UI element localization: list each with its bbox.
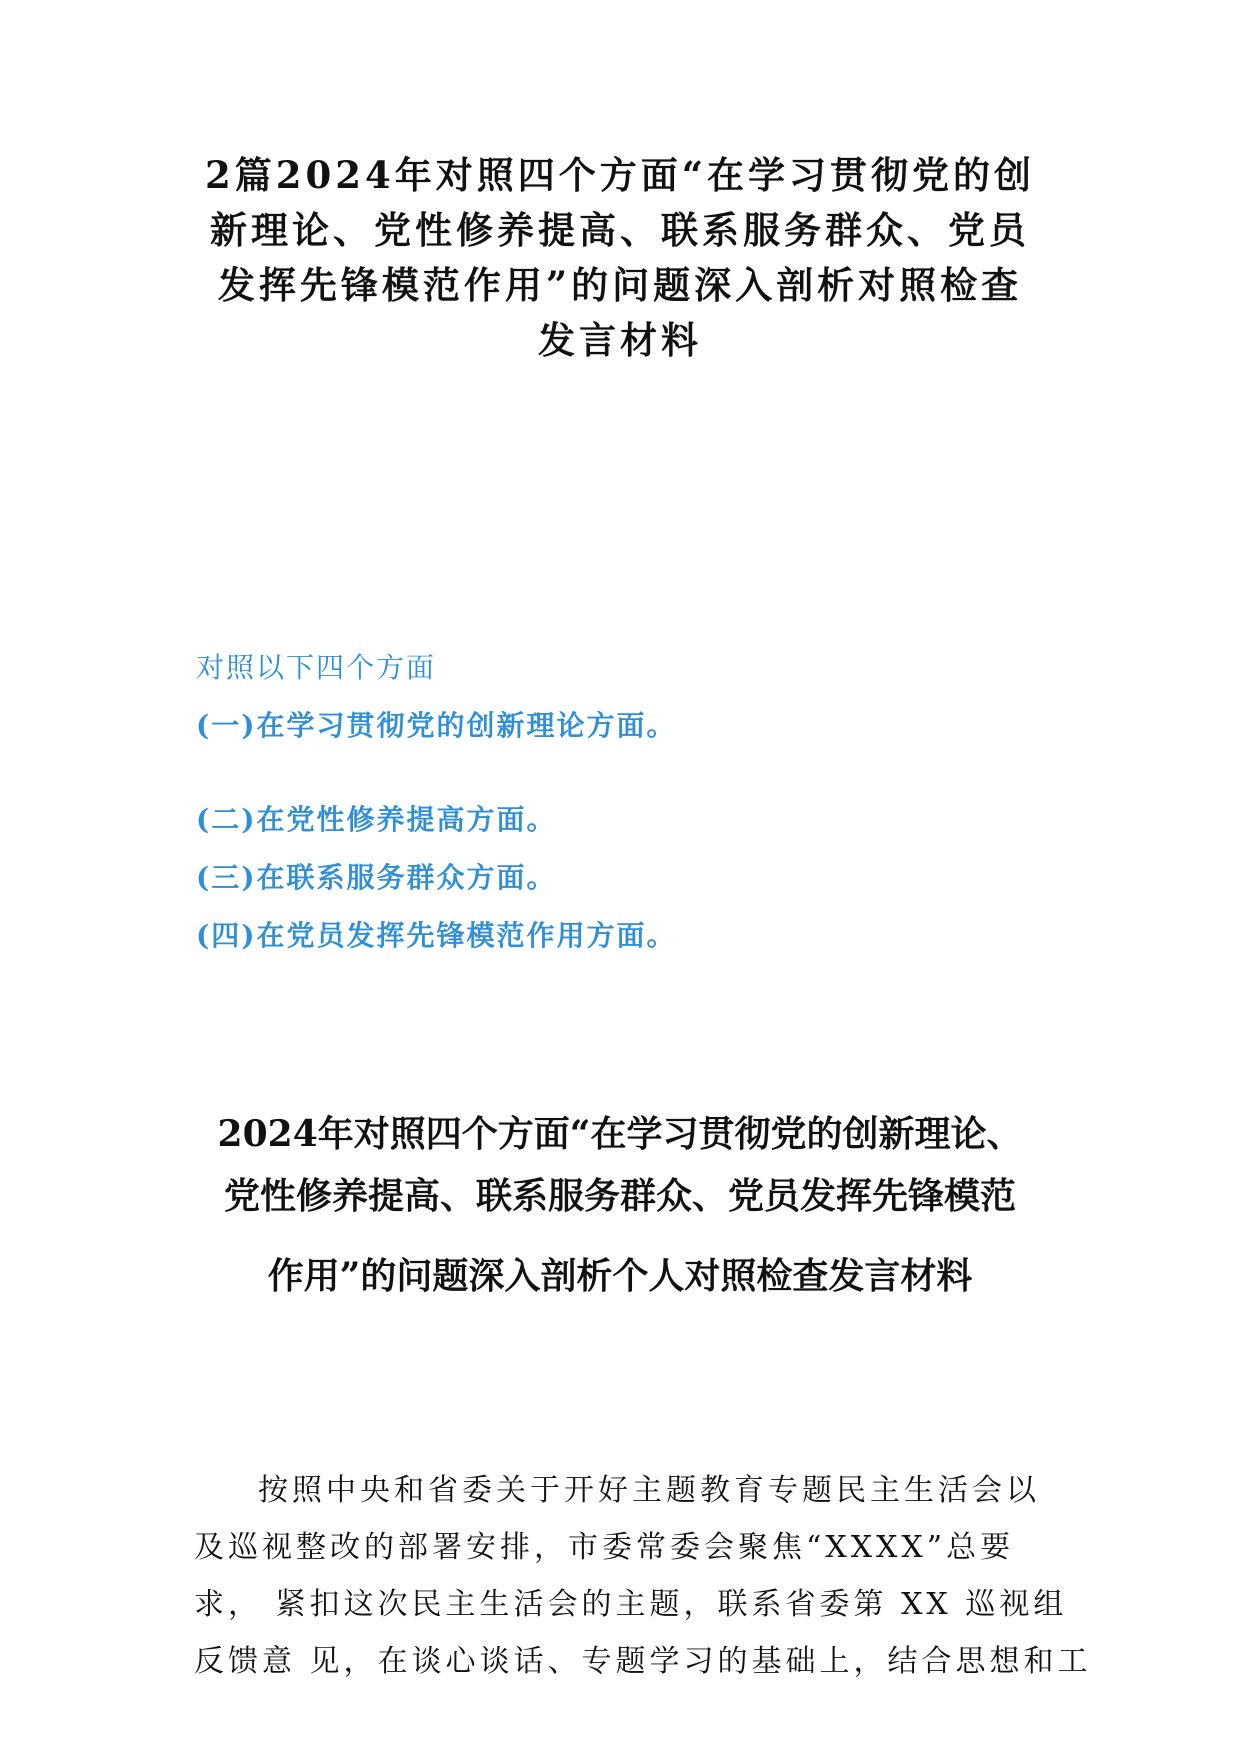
document-title	[180, 148, 1060, 368]
section-title-line: 作用”的问题深入剖析个人对照检查发言材料	[267, 1255, 973, 1297]
body-line: 反馈意 见，在谈心谈话、专题学习的基础上，结合思想和工	[194, 1644, 1092, 1679]
aspect-item-3: (三)在联系服务群众方面。	[196, 861, 557, 894]
body-line: 按照中央和省委关于开好主题教育专题民主生活会以	[258, 1473, 1040, 1508]
document-title-line: 新理论、党性修养提高、联系服务群众、党员	[210, 208, 1030, 252]
document-title-line: 发挥先锋模范作用”的问题深入剖析对照检查	[217, 263, 1023, 307]
aspect-item-2: (二)在党性修养提高方面。	[196, 803, 557, 836]
body-line: 及巡视整改的部署安排，市委常委会聚焦“XXXX”总要	[194, 1530, 1015, 1565]
aspect-item-4: (四)在党员发挥先锋模范作用方面。	[196, 919, 677, 952]
aspect-item-1: (一)在学习贯彻党的创新理论方面。	[196, 709, 677, 742]
section-title-line: 党性修养提高、联系服务群众、党员发挥先锋模范	[223, 1175, 1016, 1217]
document-title-line: 2篇2024年对照四个方面“在学习贯彻党的创	[204, 153, 1035, 197]
aspects-intro: 对照以下四个方面	[196, 651, 437, 684]
body-line: 求， 紧扣这次民主生活会的主题，联系省委第 XX 巡视组	[194, 1587, 1068, 1622]
body-paragraph	[194, 1462, 1092, 1690]
section-title-line: 2024年对照四个方面“在学习贯彻党的创新理论、	[217, 1113, 1023, 1155]
document-title-line: 发言材料	[538, 318, 702, 362]
